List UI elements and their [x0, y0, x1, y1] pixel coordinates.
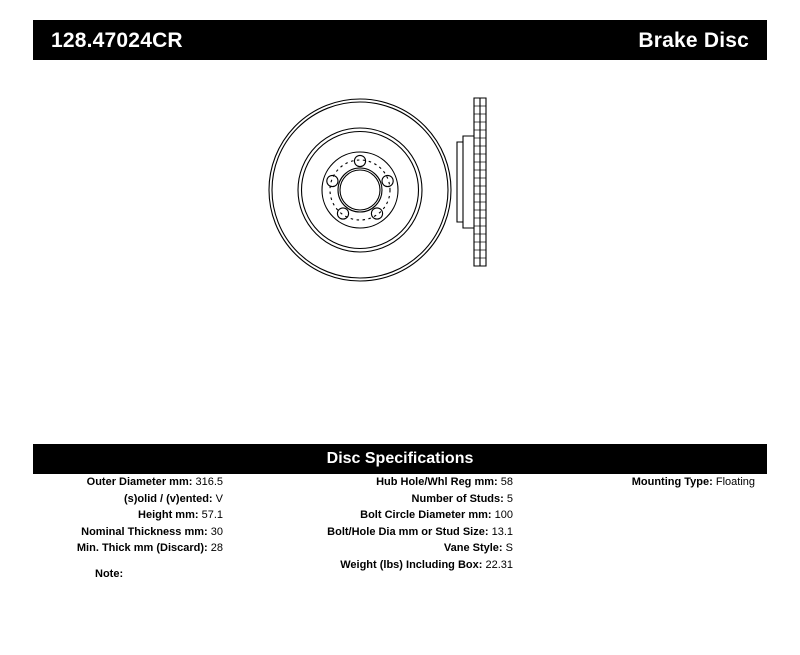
- spec-row: [233, 491, 513, 508]
- spec-row: [33, 491, 223, 508]
- spec-row: [33, 507, 223, 524]
- spec-value: 57.1: [201, 509, 223, 521]
- rotor-drawing: [260, 80, 550, 300]
- spec-row: [233, 507, 513, 524]
- spec-label: Nominal Thickness mm:: [81, 525, 208, 538]
- spec-value: 100: [494, 509, 513, 521]
- spec-section-title: Disc Specifications: [326, 450, 474, 467]
- part-number-label: 128.47024CR: [51, 28, 183, 52]
- spec-label: Outer Diameter mm:: [86, 476, 193, 488]
- spec-value: 28: [210, 542, 223, 554]
- spec-label: (s)olid / (v)ented:: [123, 492, 213, 505]
- header-bar: [33, 20, 767, 60]
- spec-value: 22.31: [485, 558, 513, 571]
- spec-value: V: [215, 492, 223, 505]
- spec-label: Bolt Circle Diameter mm:: [360, 509, 492, 521]
- spec-row: [33, 474, 223, 491]
- spec-section-header: [33, 444, 767, 474]
- spec-value: 5: [506, 492, 513, 505]
- hat-detail: [330, 160, 390, 220]
- spec-column-middle: [233, 474, 523, 573]
- rotor-face-view: [269, 99, 451, 281]
- note-row: [95, 568, 123, 580]
- spec-row: [233, 524, 513, 541]
- spec-row: [233, 474, 513, 491]
- spec-label: Vane Style:: [443, 542, 503, 554]
- spec-label: Number of Studs:: [411, 492, 504, 505]
- spec-label: Mounting Type:: [631, 476, 713, 488]
- spec-column-left: [33, 474, 233, 573]
- spec-label: Height mm:: [138, 509, 199, 521]
- spec-column-right: [523, 474, 767, 573]
- spec-row: [33, 524, 223, 541]
- note-label: Note:: [95, 568, 124, 580]
- spec-row: [233, 557, 513, 574]
- spec-row: [523, 474, 755, 491]
- spec-value: 316.5: [195, 476, 223, 488]
- spec-columns: [33, 474, 767, 573]
- spec-label: Weight (lbs) Including Box:: [340, 558, 483, 571]
- spec-value: 30: [210, 525, 223, 538]
- spec-value: Floating: [715, 476, 755, 488]
- spec-value: 58: [500, 476, 513, 488]
- spec-label: Hub Hole/Whl Reg mm:: [376, 476, 498, 488]
- product-type-title: Brake Disc: [638, 28, 749, 52]
- spec-value: S: [505, 542, 513, 554]
- spec-row: [233, 540, 513, 557]
- rotor-drawing-svg: [260, 80, 550, 300]
- rotor-edge-view: [457, 98, 486, 266]
- spec-row: [33, 540, 223, 557]
- spec-label: Bolt/Hole Dia mm or Stud Size:: [327, 525, 489, 538]
- spec-value: 13.1: [491, 525, 513, 538]
- spec-label: Min. Thick mm (Discard):: [76, 542, 208, 554]
